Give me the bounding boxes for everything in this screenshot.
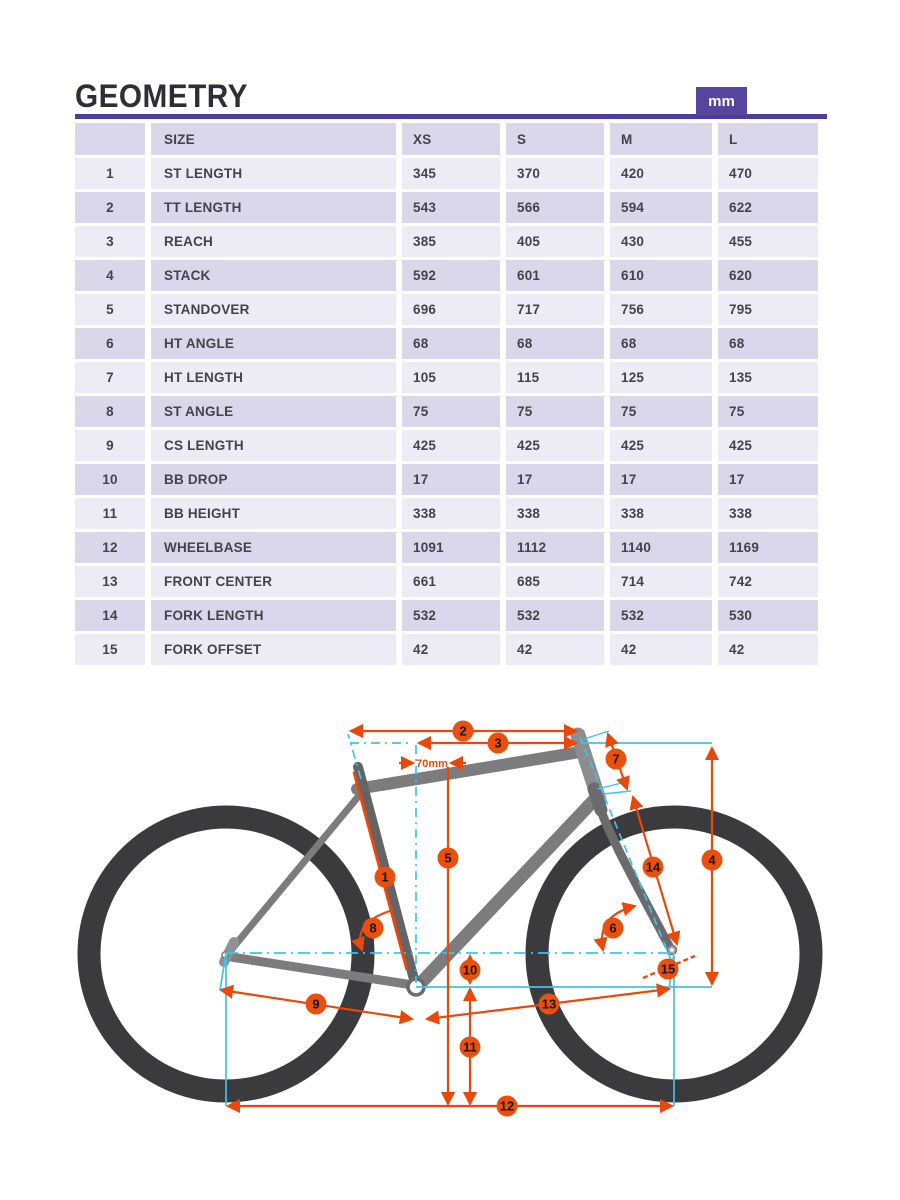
- dim-marker-12: [497, 1096, 518, 1117]
- row-number-cell: 6: [75, 328, 145, 359]
- value-cell: 1091: [402, 532, 500, 563]
- value-cell: 17: [610, 464, 712, 495]
- svg-text:8: 8: [369, 920, 377, 936]
- crown-tick: [603, 791, 631, 794]
- dim-marker-15: [658, 959, 679, 980]
- row-label-cell: HT LENGTH: [151, 362, 396, 393]
- svg-text:14: 14: [645, 859, 661, 875]
- value-cell: 338: [402, 498, 500, 529]
- value-cell: 105: [402, 362, 500, 393]
- value-cell: 42: [718, 634, 818, 665]
- value-cell: 1169: [718, 532, 818, 563]
- value-cell: 610: [610, 260, 712, 291]
- value-cell: 795: [718, 294, 818, 325]
- svg-text:3: 3: [494, 735, 502, 751]
- dim-marker-9: [306, 994, 327, 1015]
- row-label-cell: HT ANGLE: [151, 328, 396, 359]
- value-cell: 68: [402, 328, 500, 359]
- header-cell-M: M: [610, 123, 712, 155]
- row-number-cell: 14: [75, 600, 145, 631]
- dim-marker-2: [453, 721, 474, 742]
- row-label-cell: BB DROP: [151, 464, 396, 495]
- value-cell: 756: [610, 294, 712, 325]
- value-cell: 543: [402, 192, 500, 223]
- svg-text:6: 6: [609, 920, 617, 936]
- header-cell-XS: XS: [402, 123, 500, 155]
- svg-text:11: 11: [463, 1039, 477, 1055]
- value-cell: 420: [610, 158, 712, 189]
- value-cell: 17: [718, 464, 818, 495]
- value-cell: 592: [402, 260, 500, 291]
- value-cell: 455: [718, 226, 818, 257]
- page-title: GEOMETRY: [75, 78, 248, 114]
- down-tube: [418, 798, 596, 986]
- row-label-cell: FORK LENGTH: [151, 600, 396, 631]
- header-cell-SIZE: SIZE: [151, 123, 396, 155]
- row-number-cell: 4: [75, 260, 145, 291]
- value-cell: 425: [718, 430, 818, 461]
- chain-stay: [231, 957, 413, 985]
- value-cell: 530: [718, 600, 818, 631]
- row-number-cell: 5: [75, 294, 145, 325]
- svg-text:9: 9: [312, 996, 320, 1012]
- svg-text:7: 7: [612, 751, 620, 767]
- front-hub-center: [670, 948, 674, 952]
- value-cell: 42: [402, 634, 500, 665]
- value-cell: 717: [506, 294, 604, 325]
- value-cell: 345: [402, 158, 500, 189]
- dim-marker-10: [460, 960, 481, 981]
- svg-text:10: 10: [462, 962, 478, 978]
- dim-marker-11: [460, 1037, 481, 1058]
- value-cell: 75: [610, 396, 712, 427]
- value-cell: 532: [506, 600, 604, 631]
- row-label-cell: FORK OFFSET: [151, 634, 396, 665]
- value-cell: 338: [610, 498, 712, 529]
- dim-marker-4: [702, 850, 723, 871]
- row-number-cell: 1: [75, 158, 145, 189]
- row-number-cell: 10: [75, 464, 145, 495]
- value-cell: 17: [506, 464, 604, 495]
- value-cell: 42: [610, 634, 712, 665]
- row-label-cell: ST ANGLE: [151, 396, 396, 427]
- value-cell: 75: [506, 396, 604, 427]
- svg-text:4: 4: [708, 852, 716, 868]
- value-cell: 135: [718, 362, 818, 393]
- value-cell: 68: [506, 328, 604, 359]
- value-cell: 685: [506, 566, 604, 597]
- svg-text:15: 15: [660, 961, 676, 977]
- row-number-cell: 3: [75, 226, 145, 257]
- value-cell: 532: [610, 600, 712, 631]
- value-cell: 566: [506, 192, 604, 223]
- value-cell: 696: [402, 294, 500, 325]
- top-tube: [357, 752, 580, 789]
- value-cell: 338: [718, 498, 818, 529]
- value-cell: 385: [402, 226, 500, 257]
- value-cell: 1140: [610, 532, 712, 563]
- svg-text:2: 2: [459, 723, 467, 739]
- dim-marker-3: [488, 733, 509, 754]
- svg-text:1: 1: [381, 869, 389, 885]
- value-cell: 470: [718, 158, 818, 189]
- value-cell: 425: [506, 430, 604, 461]
- ht-top-tick: [584, 731, 609, 739]
- row-label-cell: STANDOVER: [151, 294, 396, 325]
- value-cell: 430: [610, 226, 712, 257]
- row-label-cell: BB HEIGHT: [151, 498, 396, 529]
- value-cell: 75: [402, 396, 500, 427]
- row-label-cell: FRONT CENTER: [151, 566, 396, 597]
- dim-marker-13: [539, 994, 560, 1015]
- dim-marker-5: [438, 848, 459, 869]
- value-cell: 661: [402, 566, 500, 597]
- value-cell: 42: [506, 634, 604, 665]
- value-cell: 532: [402, 600, 500, 631]
- unit-badge: mm: [696, 87, 747, 115]
- value-cell: 1112: [506, 532, 604, 563]
- dim-marker-7: [606, 749, 627, 770]
- value-cell: 742: [718, 566, 818, 597]
- value-cell: 405: [506, 226, 604, 257]
- value-cell: 17: [402, 464, 500, 495]
- value-cell: 622: [718, 192, 818, 223]
- value-cell: 594: [610, 192, 712, 223]
- value-cell: 601: [506, 260, 604, 291]
- dim-marker-6: [603, 918, 624, 939]
- row-number-cell: 2: [75, 192, 145, 223]
- row-label-cell: STACK: [151, 260, 396, 291]
- row-number-cell: 11: [75, 498, 145, 529]
- dim-fork-offset-tick-right: [676, 956, 695, 964]
- row-label-cell: TT LENGTH: [151, 192, 396, 223]
- row-number-cell: 7: [75, 362, 145, 393]
- row-label-cell: WHEELBASE: [151, 532, 396, 563]
- row-number-cell: 9: [75, 430, 145, 461]
- value-cell: 370: [506, 158, 604, 189]
- svg-text:5: 5: [444, 850, 452, 866]
- value-cell: 75: [718, 396, 818, 427]
- row-number-cell: 8: [75, 396, 145, 427]
- row-label-cell: ST LENGTH: [151, 158, 396, 189]
- value-cell: 68: [718, 328, 818, 359]
- value-cell: 125: [610, 362, 712, 393]
- value-cell: 338: [506, 498, 604, 529]
- value-cell: 115: [506, 362, 604, 393]
- row-label-cell: REACH: [151, 226, 396, 257]
- svg-text:13: 13: [541, 996, 557, 1012]
- value-cell: 425: [402, 430, 500, 461]
- value-cell: 620: [718, 260, 818, 291]
- header-cell-S: S: [506, 123, 604, 155]
- row-number-cell: 13: [75, 566, 145, 597]
- dim-marker-14: [643, 857, 664, 878]
- header-cell-L: L: [718, 123, 818, 155]
- dim-marker-1: [375, 867, 396, 888]
- svg-text:12: 12: [499, 1098, 515, 1114]
- offset-70mm-label: 70mm: [416, 758, 448, 770]
- row-label-cell: CS LENGTH: [151, 430, 396, 461]
- dim-marker-8: [363, 918, 384, 939]
- value-cell: 714: [610, 566, 712, 597]
- value-cell: 68: [610, 328, 712, 359]
- row-number-cell: 15: [75, 634, 145, 665]
- row-number-cell: 12: [75, 532, 145, 563]
- value-cell: 425: [610, 430, 712, 461]
